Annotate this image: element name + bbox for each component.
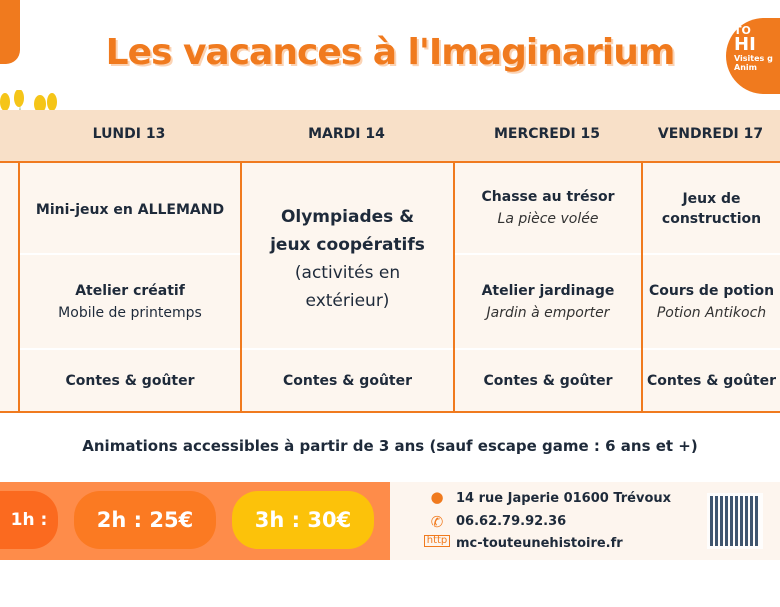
phone-number: 06.62.79.92.36 [456, 514, 567, 529]
activity-subtitle-line2: extérieur) [305, 291, 390, 311]
activity-atelier-creatif: Atelier créatif [75, 283, 185, 299]
activity-subtitle: Potion Antikoch [656, 305, 767, 321]
activity-subtitle: (activités en [294, 263, 401, 283]
qr-code [707, 493, 763, 549]
activity-olympiades: Olympiades & [280, 207, 415, 227]
activity-contes: Contes & goûter [646, 373, 777, 389]
website-link[interactable]: mc-touteunehistoire.fr [456, 536, 623, 551]
address: 14 rue Japerie 01600 Trévoux [456, 491, 672, 506]
activity-mini-jeux: Mini-jeux en ALLEMAND [35, 202, 225, 218]
price-2h: 2h : 25€ [74, 491, 216, 549]
activity-contes: Contes & goûter [483, 373, 613, 389]
phone-icon: ✆ [430, 513, 444, 531]
price-3h: 3h : 30€ [232, 491, 374, 549]
price-1h: 1h : 15€ [0, 491, 58, 549]
page-title: Les vacances à l'Imaginarium [105, 32, 675, 73]
activity-contes: Contes & goûter [65, 373, 195, 389]
age-note: Animations accessibles à partir de 3 ans (sauf escape game : 6 ans et +) [82, 437, 698, 455]
column-mercredi [453, 161, 643, 413]
day-header-vendredi: VENDREDI 17 [657, 126, 764, 142]
activity-olympiades-line2: jeux coopératifs [270, 235, 425, 255]
column-mardi [240, 161, 455, 413]
brand-logo: TO HI Visites g Anim [726, 18, 780, 94]
column-lundi [18, 161, 242, 413]
activity-contes: Contes & goûter [282, 373, 413, 389]
time-column [0, 161, 20, 413]
activity-cours-potion: Cours de potion [648, 283, 775, 299]
web-link-icon: http [424, 535, 450, 547]
activity-subtitle: Jardin à emporter [486, 305, 610, 321]
day-header-lundi: LUNDI 13 [92, 126, 166, 142]
activity-jeux-construction: Jeux de construction [661, 191, 762, 227]
day-header-mardi: MARDI 14 [308, 126, 385, 142]
activity-subtitle: Mobile de printemps [58, 305, 202, 321]
activity-chasse-tresor: Chasse au trésor [481, 189, 615, 205]
day-header-mercredi: MERCREDI 15 [493, 126, 601, 142]
location-pin-icon: ● [430, 488, 444, 506]
activity-subtitle: La pièce volée [497, 211, 599, 227]
column-vendredi [641, 161, 780, 413]
activity-jardinage: Atelier jardinage [481, 283, 615, 299]
